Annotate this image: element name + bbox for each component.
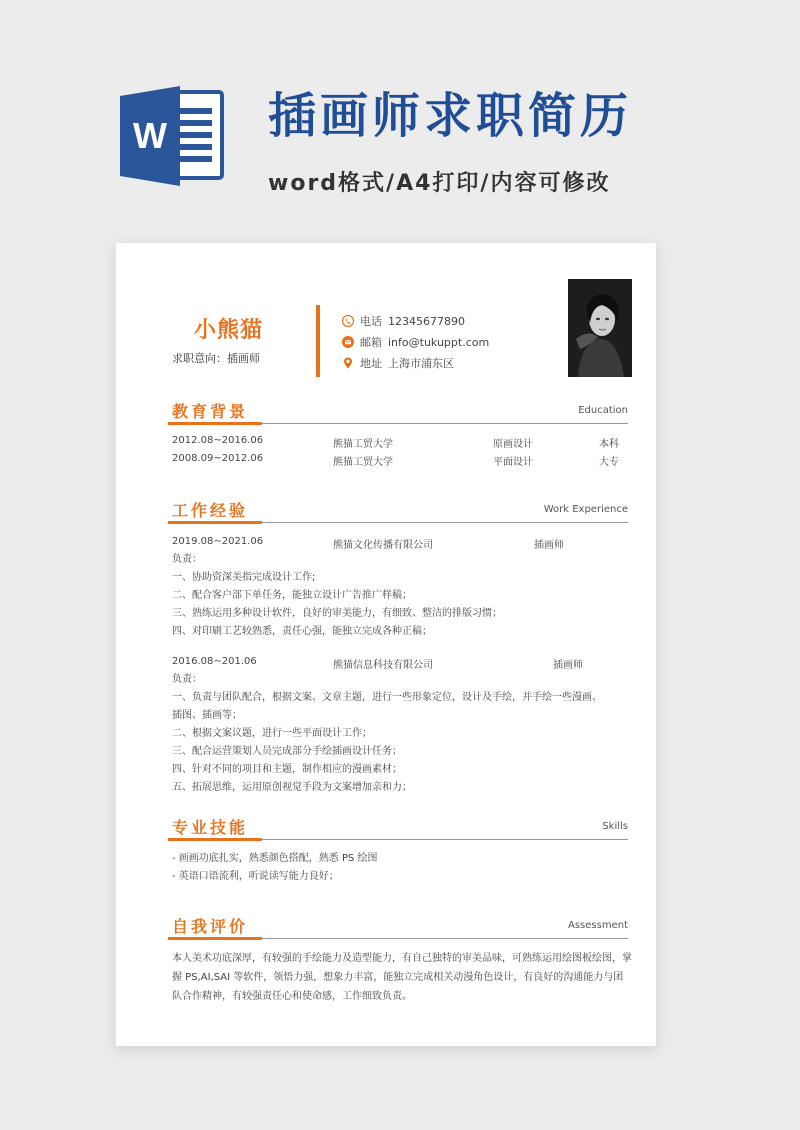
- skill-item: - 画画功底扎实，熟悉颜色搭配，熟悉 PS 绘图: [172, 853, 378, 864]
- section-accent: [168, 521, 262, 524]
- education-title-en: Education: [578, 405, 628, 416]
- address-label: 地址: [360, 357, 382, 370]
- job-period: 2019.08~2021.06: [172, 536, 264, 547]
- mail-icon: [342, 336, 354, 348]
- assessment-text: 本人美术功底深厚，有较强的手绘能力及造型能力，有自己独特的审美品味，可熟练运用绘图板绘图，掌握 PS,AI,SAI 等软件，领悟力强，想象力丰富，能独立完成相关动漫角色设计，有良好的沟通能力与团队合作精神，有较强责任心和使命感，工作细致负责。: [172, 953, 632, 1002]
- job-position: 插画师: [553, 660, 583, 671]
- duty-item: 一、协助资深美指完成设计工作;: [172, 572, 316, 583]
- edu-period: 2012.08~2016.06: [172, 435, 264, 446]
- edu-school: 熊猫工贸大学: [333, 457, 393, 468]
- duty-item: 一、负责与团队配合，根据文案、文章主题，进行一些形象定位，设计及手绘，并手绘一些漫画、: [172, 692, 602, 703]
- contact-address: [342, 355, 454, 371]
- job-position: 插画师: [534, 540, 564, 551]
- duty-item: 二、配合客户部下单任务，能独立设计广告推广样稿；: [172, 590, 412, 601]
- duty-item: 二、根据文案议题，进行一些平面设计工作；: [172, 728, 372, 739]
- location-pin-icon: [342, 357, 354, 369]
- edu-period: 2008.09~2012.06: [172, 453, 264, 464]
- svg-text:W: W: [133, 115, 167, 156]
- word-icon: [118, 86, 226, 186]
- skill-item: - 英语口语流利，听说读写能力良好；: [172, 871, 339, 882]
- edu-major: 原画设计: [493, 439, 533, 450]
- job-company: 熊猫信息科技有限公司: [333, 660, 433, 671]
- education-row: [172, 435, 628, 449]
- edu-school: 熊猫工贸大学: [333, 439, 393, 450]
- duty-label: 负责：: [172, 674, 202, 685]
- edu-degree: 本科: [599, 439, 619, 450]
- phone-value: 12345677890: [388, 314, 465, 328]
- education-title: 教育背景: [172, 402, 249, 421]
- section-accent: [168, 422, 262, 425]
- work-title-en: Work Experience: [543, 504, 628, 515]
- job-period: 2016.08~201.06: [172, 656, 257, 667]
- education-row: [172, 453, 628, 467]
- duty-item: 四、针对不同的项目和主题，制作相应的漫画素材；: [172, 764, 402, 775]
- job-company: 熊猫文化传播有限公司: [333, 540, 433, 551]
- skills-title: 专业技能: [172, 818, 249, 837]
- work-title: 工作经验: [172, 501, 249, 520]
- address-value: 上海市浦东区: [388, 357, 454, 370]
- assessment-title-en: Assessment: [568, 920, 628, 931]
- section-accent: [168, 838, 262, 841]
- phone-icon: [342, 315, 354, 327]
- edu-degree: 大专: [599, 457, 619, 468]
- duty-label: 负责：: [172, 554, 202, 565]
- banner-subtitle: word格式/A4打印/内容可修改: [268, 171, 611, 196]
- section-accent: [168, 937, 262, 940]
- email-label: 邮箱: [360, 336, 382, 349]
- profile-photo: [568, 279, 632, 377]
- header-divider: [316, 305, 320, 377]
- duty-item: 四、对印刷工艺较熟悉，责任心强，能独立完成各种正稿；: [172, 626, 432, 637]
- duty-item: 三、熟练运用多种设计软件，良好的审美能力，有细致、整洁的排版习惯；: [172, 608, 502, 619]
- resume-page: [116, 243, 656, 1046]
- duty-item: 五、拓展思维，运用原创视觉手段为文案增加亲和力；: [172, 782, 412, 793]
- skills-title-en: Skills: [602, 821, 628, 832]
- assessment-title: 自我评价: [172, 917, 249, 936]
- banner-title: 插画师求职简历: [268, 88, 633, 144]
- contact-email: [342, 334, 489, 350]
- job-header: [172, 656, 628, 670]
- edu-major: 平面设计: [493, 457, 533, 468]
- email-value: info@tukuppt.com: [388, 335, 490, 349]
- job-header: [172, 536, 628, 550]
- contact-phone: [342, 313, 465, 329]
- job-intent: 求职意向：插画师: [172, 352, 260, 365]
- duty-item: 插图、插画等；: [172, 710, 242, 721]
- duty-item: 三、配合运营策划人员完成部分手绘插画设计任务；: [172, 746, 402, 757]
- candidate-name: 小熊猫: [194, 318, 264, 343]
- phone-label: 电话: [360, 315, 382, 328]
